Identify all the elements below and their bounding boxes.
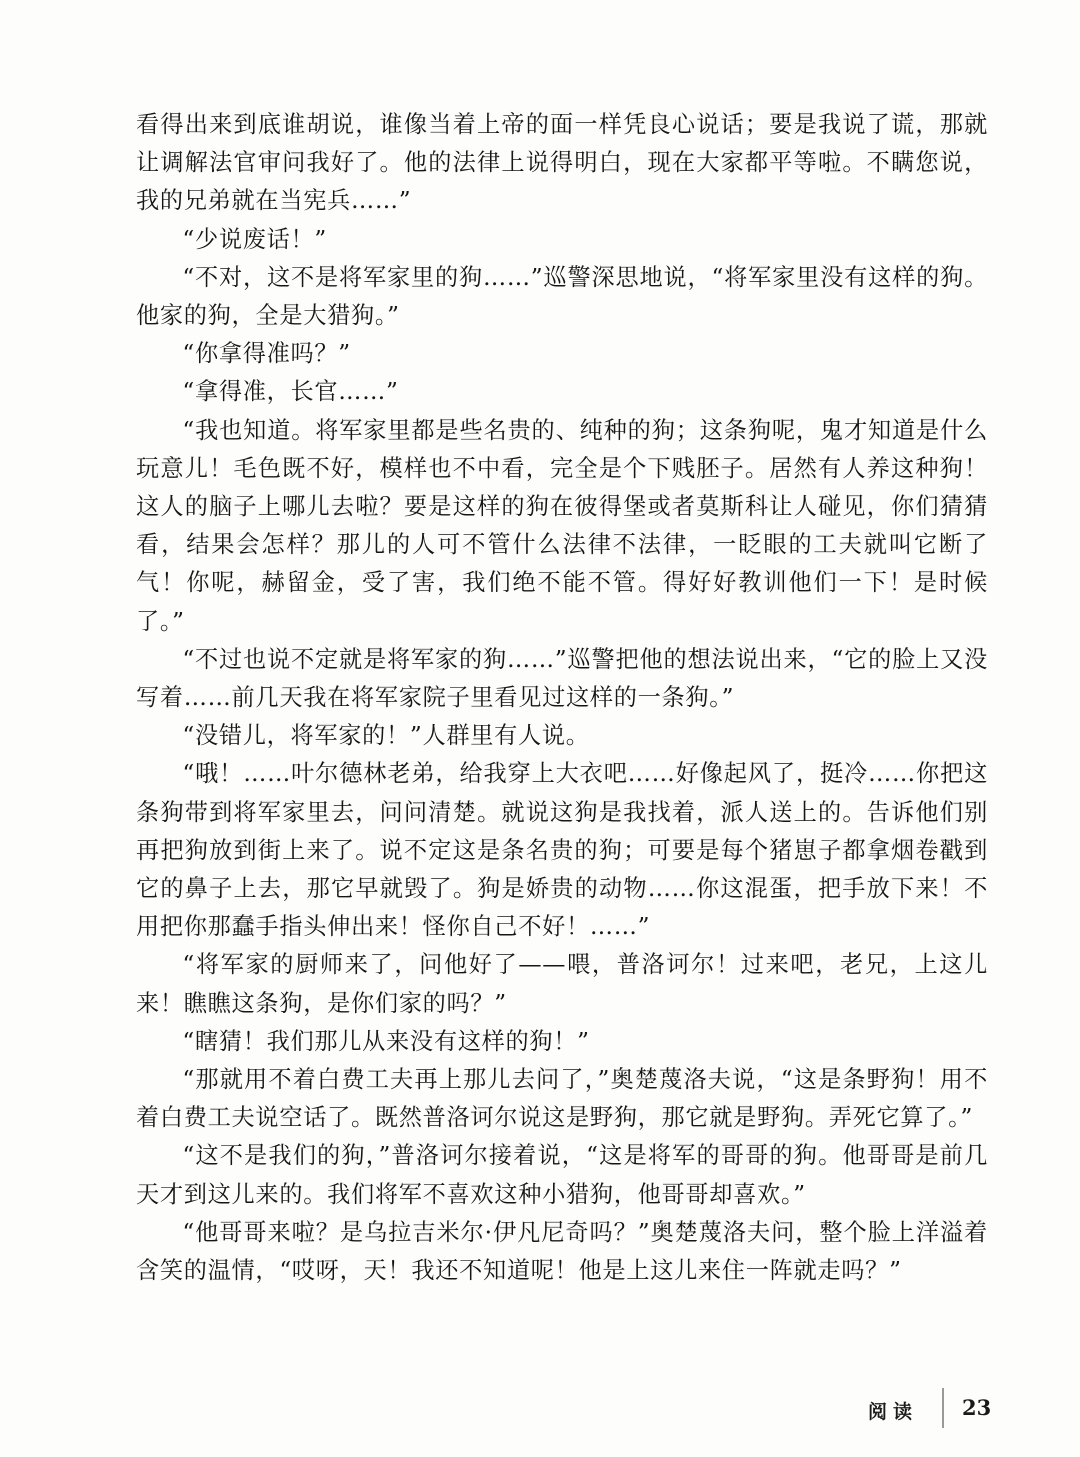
paragraph: “不对，这不是将军家里的狗……”巡警深思地说，“将军家里没有这样的狗。他家的狗，全是大猎狗。”: [136, 263, 988, 330]
paragraph: “他哥哥来啦？是乌拉吉米尔·伊凡尼奇吗？”奥楚蔑洛夫问，整个脸上洋溢着含笑的温情，“哎呀，天！我还不知道呢！他是上这儿来住一阵就走吗？”: [136, 1218, 988, 1285]
paragraph: “这不是我们的狗，”普洛诃尔接着说，“这是将军的哥哥的狗。他哥哥是前几天才到这儿来的。我们将军不喜欢这种小猎狗，他哥哥却喜欢。”: [136, 1142, 988, 1208]
paragraph: “瞎猜！我们那儿从来没有这样的狗！”: [182, 1027, 590, 1055]
paragraph: 看得出来到底谁胡说，谁像当着上帝的面一样凭良心说话；要是我说了谎，那就让调解法官审问我好了。他的法律上说得明白，现在大家都平等啦。不瞒您说，我的兄弟就在当宪兵……”: [136, 111, 988, 215]
paragraph: “那就用不着白费工夫再上那儿去问了，”奥楚蔑洛夫说，“这是条野狗！用不着白费工夫说空话了。既然普洛诃尔说这是野狗，那它就是野狗。弄死它算了。”: [136, 1066, 988, 1132]
footer-divider: [942, 1388, 944, 1428]
running-head: 阅读: [868, 1401, 919, 1423]
paragraph: “将军家的厨师来了，问他好了——喂，普洛诃尔！过来吧，老兄，上这儿来！瞧瞧这条狗，是你们家的吗？”: [136, 951, 988, 1017]
paragraph: “少说废话！”: [182, 225, 327, 253]
page-number: 23: [962, 1395, 992, 1420]
body-text: [136, 106, 988, 1290]
paragraph: “你拿得准吗？”: [182, 340, 351, 368]
paragraph: “没错儿，将军家的！”人群里有人说。: [182, 722, 590, 750]
paragraph: “哦！……叶尔德林老弟，给我穿上大衣吧……好像起风了，挺冷……你把这条狗带到将军家里去，问问清楚。就说这狗是我找着，派人送上的。告诉他们别再把狗放到街上来了。说不定这是条名贵的狗；可要是每个猪崽子都拿烟卷戳到它的鼻子上去，那它早就毁了。狗是娇贵的动物……你这混蛋，把手放下来！不用把你那蠢手指头伸出来！怪你自己不好！……”: [136, 760, 988, 941]
paragraph: “我也知道。将军家里都是些名贵的、纯种的狗；这条狗呢，鬼才知道是什么玩意儿！毛色既不好，模样也不中看，完全是个下贱胚子。居然有人养这种狗！这人的脑子上哪儿去啦？要是这样的狗在彼得堡或者莫斯科让人碰见，你们猜猜看，结果会怎样？那儿的人可不管什么法律不法律，一眨眼的工夫就叫它断了气！你呢，赫留金，受了害，我们绝不能不管。得好好教训他们一下！是时候了。”: [136, 416, 988, 635]
paragraph: “不过也说不定就是将军家的狗……”巡警把他的想法说出来，“它的脸上又没写着……前几天我在将军家院子里看见过这样的一条狗。”: [136, 645, 988, 712]
paragraph: “拿得准，长官……”: [182, 378, 399, 406]
